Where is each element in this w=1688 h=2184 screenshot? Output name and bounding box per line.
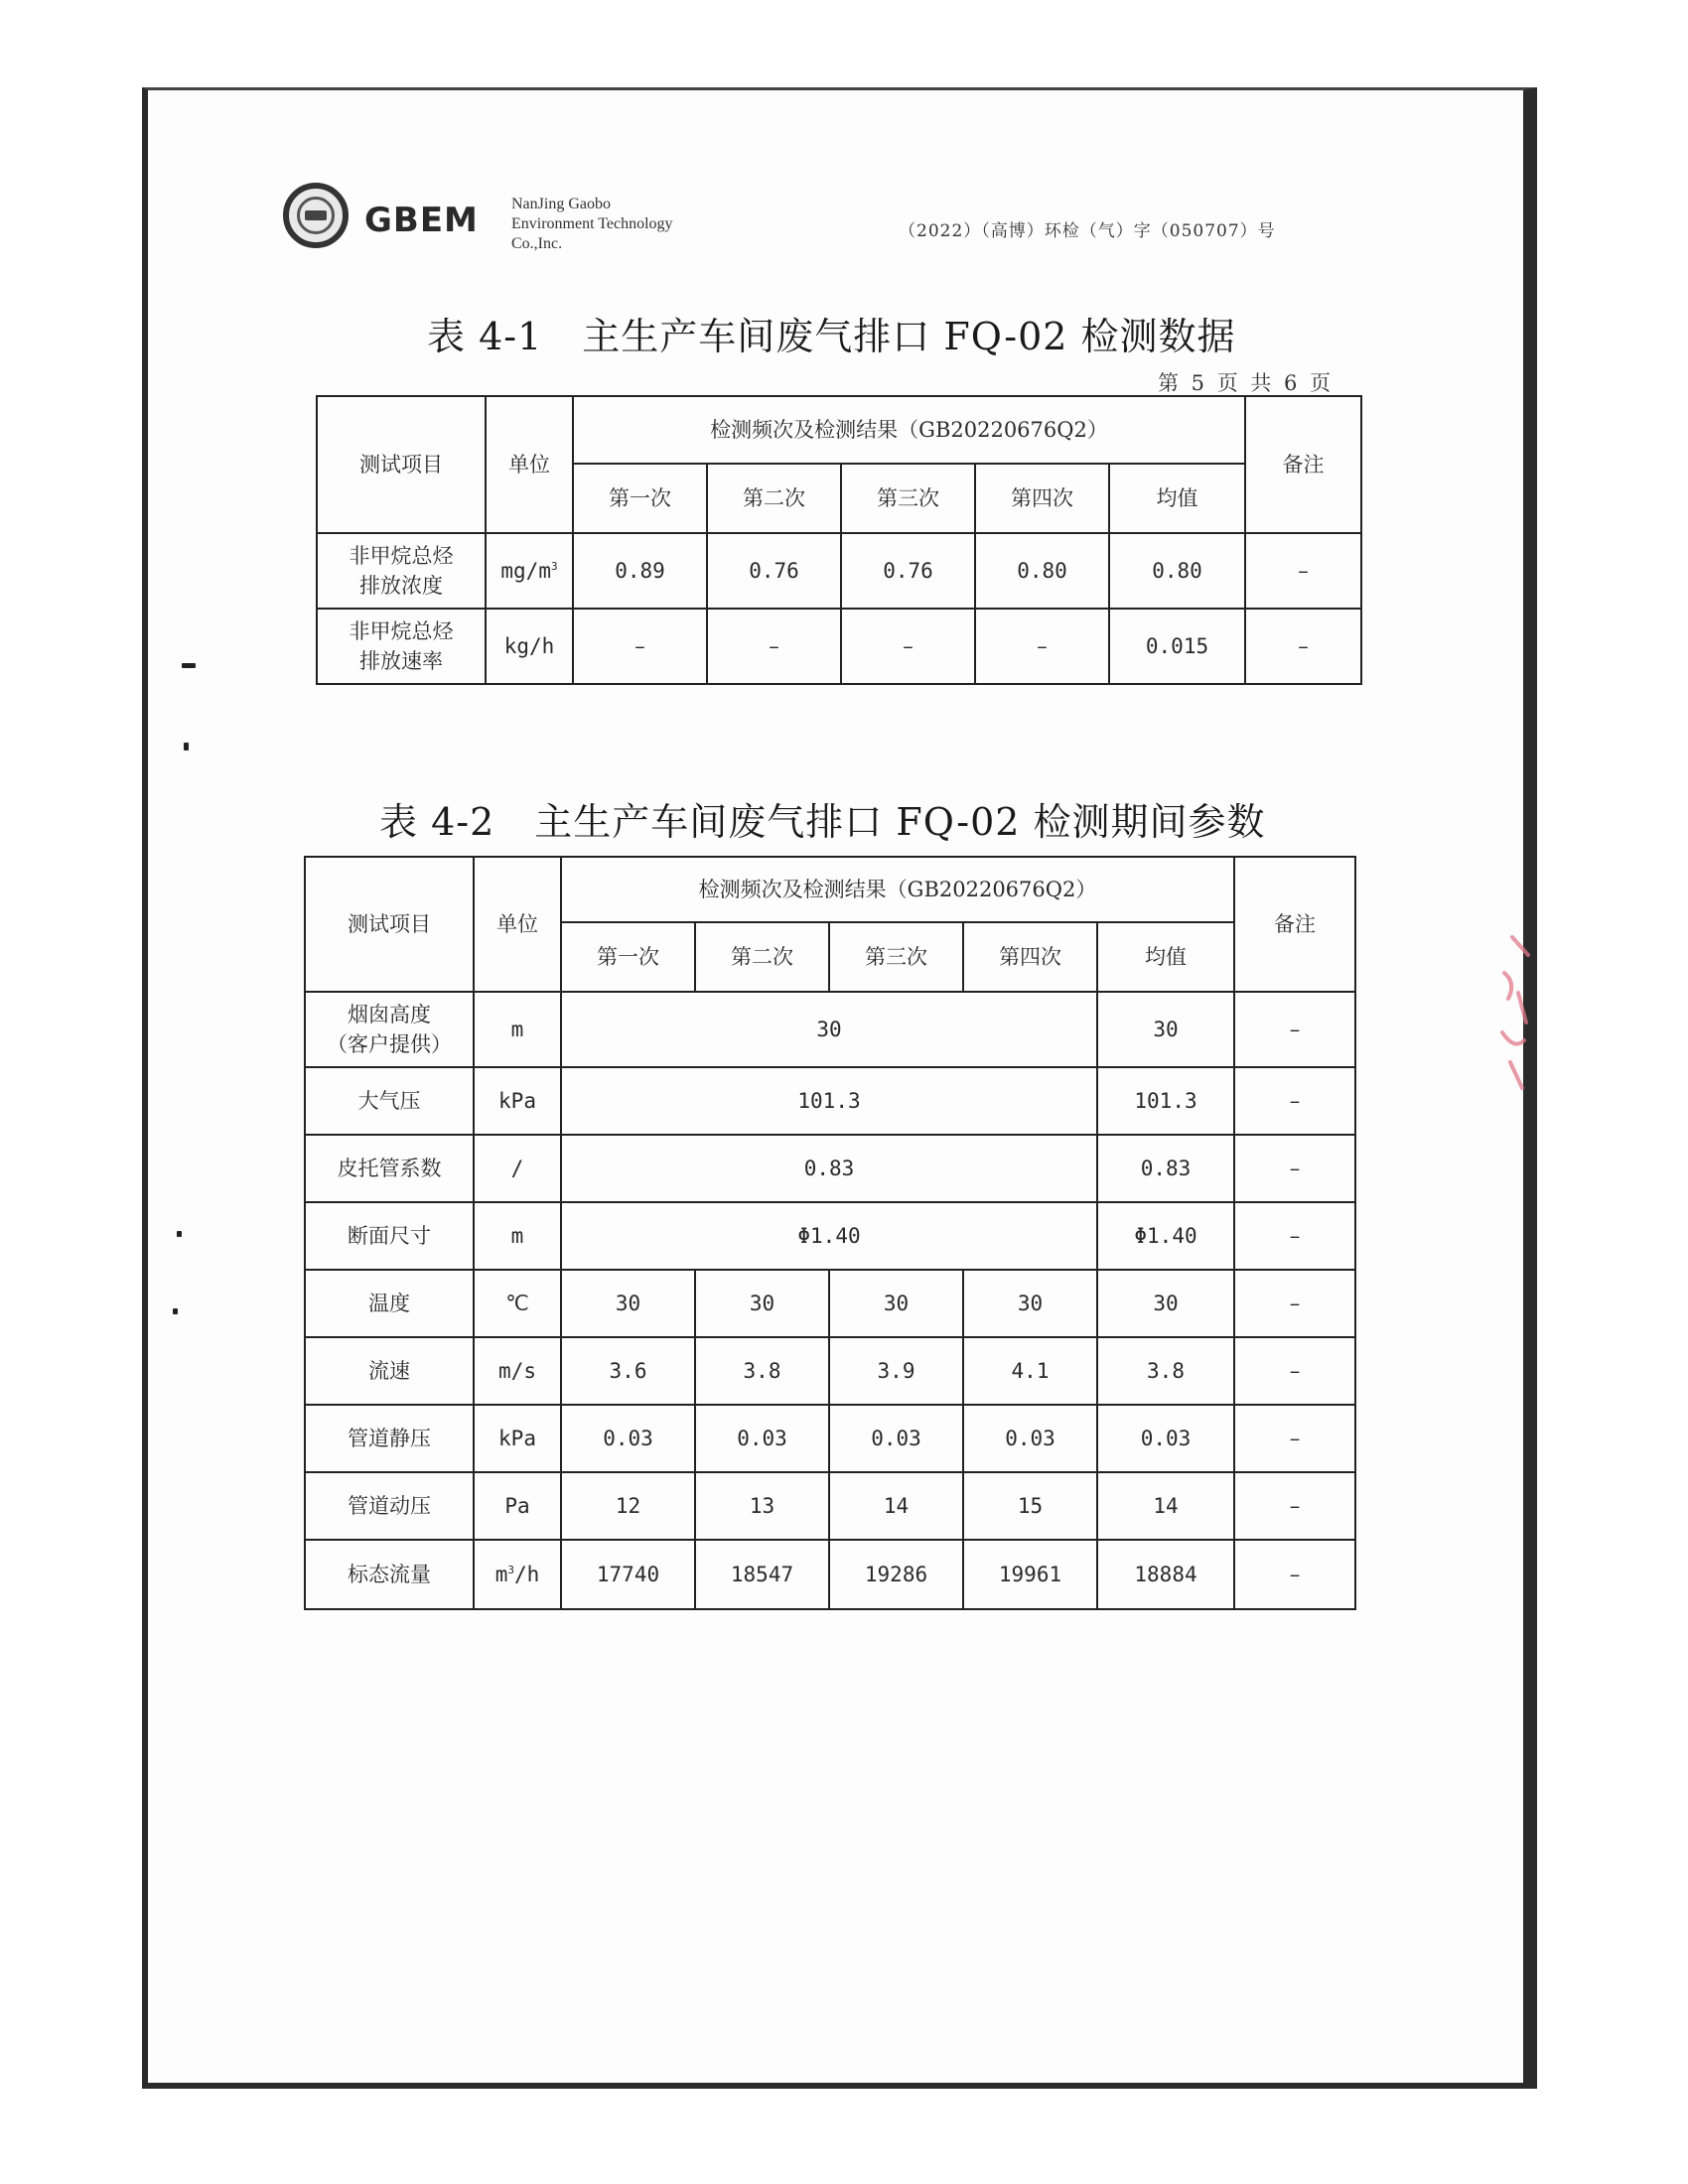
header-col-4: 第四次 — [975, 464, 1109, 533]
table-row — [305, 1405, 1355, 1472]
cell-value: 3.8 — [695, 1337, 829, 1405]
row-item: 管道动压 — [305, 1472, 474, 1540]
cell-note: – — [1234, 1067, 1355, 1135]
table-row — [305, 1270, 1355, 1337]
cell-avg: 0.83 — [1097, 1135, 1234, 1202]
row-item-line: 非甲烷总烃 — [349, 544, 454, 568]
cell-note: – — [1234, 1337, 1355, 1405]
row-item-line: 排放速率 — [359, 649, 443, 673]
table2 — [304, 856, 1356, 1610]
row-item: 断面尺寸 — [305, 1202, 474, 1270]
row-item-line: 烟囱高度 — [348, 1003, 431, 1026]
cell-avg: 101.3 — [1097, 1067, 1234, 1135]
cell-merged-value: 0.83 — [561, 1135, 1097, 1202]
unit-text: mg/m — [500, 559, 551, 583]
unit-sup: 3 — [550, 560, 558, 573]
table-row — [305, 1067, 1355, 1135]
scan-speck — [173, 1308, 178, 1314]
cell-note: – — [1234, 1405, 1355, 1472]
header-col-1: 第一次 — [573, 464, 707, 533]
cell-avg: 18884 — [1097, 1540, 1234, 1609]
row-unit: kPa — [474, 1405, 561, 1472]
header-col-3: 第三次 — [841, 464, 975, 533]
header-note: 备注 — [1234, 857, 1355, 992]
row-item: 大气压 — [305, 1067, 474, 1135]
cell-note: – — [1234, 1270, 1355, 1337]
unit-sup: 3 — [507, 1564, 514, 1576]
cell-value: 13 — [695, 1472, 829, 1540]
cell-value: – — [841, 609, 975, 684]
row-item-line: 排放浓度 — [359, 574, 443, 598]
cell-note: – — [1234, 992, 1355, 1067]
cell-value: 19286 — [829, 1540, 963, 1609]
scan-speck — [177, 1231, 182, 1237]
cell-avg: 3.8 — [1097, 1337, 1234, 1405]
header-item: 测试项目 — [317, 396, 486, 533]
header-col-avg: 均值 — [1109, 464, 1245, 533]
unit-text: m — [494, 1563, 508, 1586]
company-name — [511, 195, 770, 254]
cell-value: 12 — [561, 1472, 695, 1540]
table-row — [305, 1472, 1355, 1540]
table1-caption: 主生产车间废气排口 FQ-02 检测数据 — [582, 315, 1236, 358]
cell-value: 4.1 — [963, 1337, 1097, 1405]
stamp-fragment — [1494, 933, 1534, 1092]
cell-value: 30 — [695, 1270, 829, 1337]
scan-speck — [182, 663, 196, 668]
cell-value: 0.03 — [561, 1405, 695, 1472]
header-group: 检测频次及检测结果（GB20220676Q2） — [573, 396, 1245, 464]
cell-value: – — [707, 609, 841, 684]
cell-value: 0.80 — [975, 533, 1109, 609]
cell-value: 30 — [829, 1270, 963, 1337]
logo-mark: GBEM — [364, 201, 479, 240]
row-unit: ℃ — [474, 1270, 561, 1337]
cell-note: – — [1234, 1202, 1355, 1270]
cell-note: – — [1245, 609, 1361, 684]
company-line: NanJing Gaobo — [511, 196, 611, 212]
table-row — [305, 1135, 1355, 1202]
cell-value: 17740 — [561, 1540, 695, 1609]
cell-value: 0.76 — [707, 533, 841, 609]
table-row — [317, 533, 1361, 609]
row-unit: kg/h — [486, 609, 573, 684]
company-line: Environment Technology — [511, 215, 673, 232]
cell-value: 19961 — [963, 1540, 1097, 1609]
cell-value: 0.03 — [963, 1405, 1097, 1472]
row-unit: kPa — [474, 1067, 561, 1135]
row-item: 皮托管系数 — [305, 1135, 474, 1202]
row-item: 管道静压 — [305, 1405, 474, 1472]
page-counter: 第 5 页 共 6 页 — [1158, 371, 1335, 395]
row-unit: Pa — [474, 1472, 561, 1540]
unit-text: /h — [513, 1563, 540, 1586]
row-unit — [486, 533, 573, 609]
cell-avg: 0.03 — [1097, 1405, 1234, 1472]
header-item: 测试项目 — [305, 857, 474, 992]
header-col-2: 第二次 — [707, 464, 841, 533]
company-line: Co.,Inc. — [511, 235, 563, 252]
cell-value: 3.9 — [829, 1337, 963, 1405]
cell-note: – — [1234, 1135, 1355, 1202]
header-col-3: 第三次 — [829, 922, 963, 992]
cell-avg: 30 — [1097, 1270, 1234, 1337]
table1-number: 表 4-1 — [427, 315, 543, 358]
cell-note: – — [1234, 1472, 1355, 1540]
header-unit: 单位 — [474, 857, 561, 992]
row-item — [305, 992, 474, 1067]
cell-note: – — [1245, 533, 1361, 609]
cell-value: 0.03 — [695, 1405, 829, 1472]
table-row — [317, 609, 1361, 684]
header-col-2: 第二次 — [695, 922, 829, 992]
table2-title — [379, 791, 1266, 846]
row-unit: / — [474, 1135, 561, 1202]
row-item-line: （客户提供） — [327, 1032, 452, 1056]
cell-value: 0.76 — [841, 533, 975, 609]
cell-avg: 14 — [1097, 1472, 1234, 1540]
table-row — [305, 1337, 1355, 1405]
cell-merged-value: 101.3 — [561, 1067, 1097, 1135]
cell-value: 30 — [963, 1270, 1097, 1337]
header-note: 备注 — [1245, 396, 1361, 533]
scan-speck — [184, 743, 189, 751]
table-row — [305, 1202, 1355, 1270]
header-col-1: 第一次 — [561, 922, 695, 992]
cell-value: 3.6 — [561, 1337, 695, 1405]
table2-number: 表 4-2 — [379, 800, 495, 844]
header-unit: 单位 — [486, 396, 573, 533]
row-item — [317, 533, 486, 609]
row-unit: m/s — [474, 1337, 561, 1405]
table2-caption: 主生产车间废气排口 FQ-02 检测期间参数 — [534, 800, 1266, 844]
row-item — [317, 609, 486, 684]
row-unit: m — [474, 992, 561, 1067]
cell-value: 0.89 — [573, 533, 707, 609]
row-item-line: 非甲烷总烃 — [349, 619, 454, 643]
header-group: 检测频次及检测结果（GB20220676Q2） — [561, 857, 1234, 922]
row-unit — [474, 1540, 561, 1609]
row-item: 流速 — [305, 1337, 474, 1405]
cell-avg: Φ1.40 — [1097, 1202, 1234, 1270]
table1-title — [427, 306, 1236, 360]
cell-value: – — [975, 609, 1109, 684]
cell-value: – — [573, 609, 707, 684]
cell-note: – — [1234, 1540, 1355, 1609]
row-unit: m — [474, 1202, 561, 1270]
cell-merged-value: 30 — [561, 992, 1097, 1067]
header-col-avg: 均值 — [1097, 922, 1234, 992]
cell-merged-value: Φ1.40 — [561, 1202, 1097, 1270]
header-col-4: 第四次 — [963, 922, 1097, 992]
row-item: 温度 — [305, 1270, 474, 1337]
cell-avg: 0.80 — [1109, 533, 1245, 609]
cell-value: 30 — [561, 1270, 695, 1337]
seal-icon — [283, 183, 349, 248]
table-row — [305, 992, 1355, 1067]
row-item: 标态流量 — [305, 1540, 474, 1609]
table-row — [305, 1540, 1355, 1609]
cell-value: 14 — [829, 1472, 963, 1540]
table1 — [316, 395, 1362, 685]
document-number: （2022）（高博）环检（气）字（050707）号 — [899, 221, 1276, 241]
cell-avg: 0.015 — [1109, 609, 1245, 684]
cell-value: 0.03 — [829, 1405, 963, 1472]
cell-avg: 30 — [1097, 992, 1234, 1067]
cell-value: 15 — [963, 1472, 1097, 1540]
cell-value: 18547 — [695, 1540, 829, 1609]
